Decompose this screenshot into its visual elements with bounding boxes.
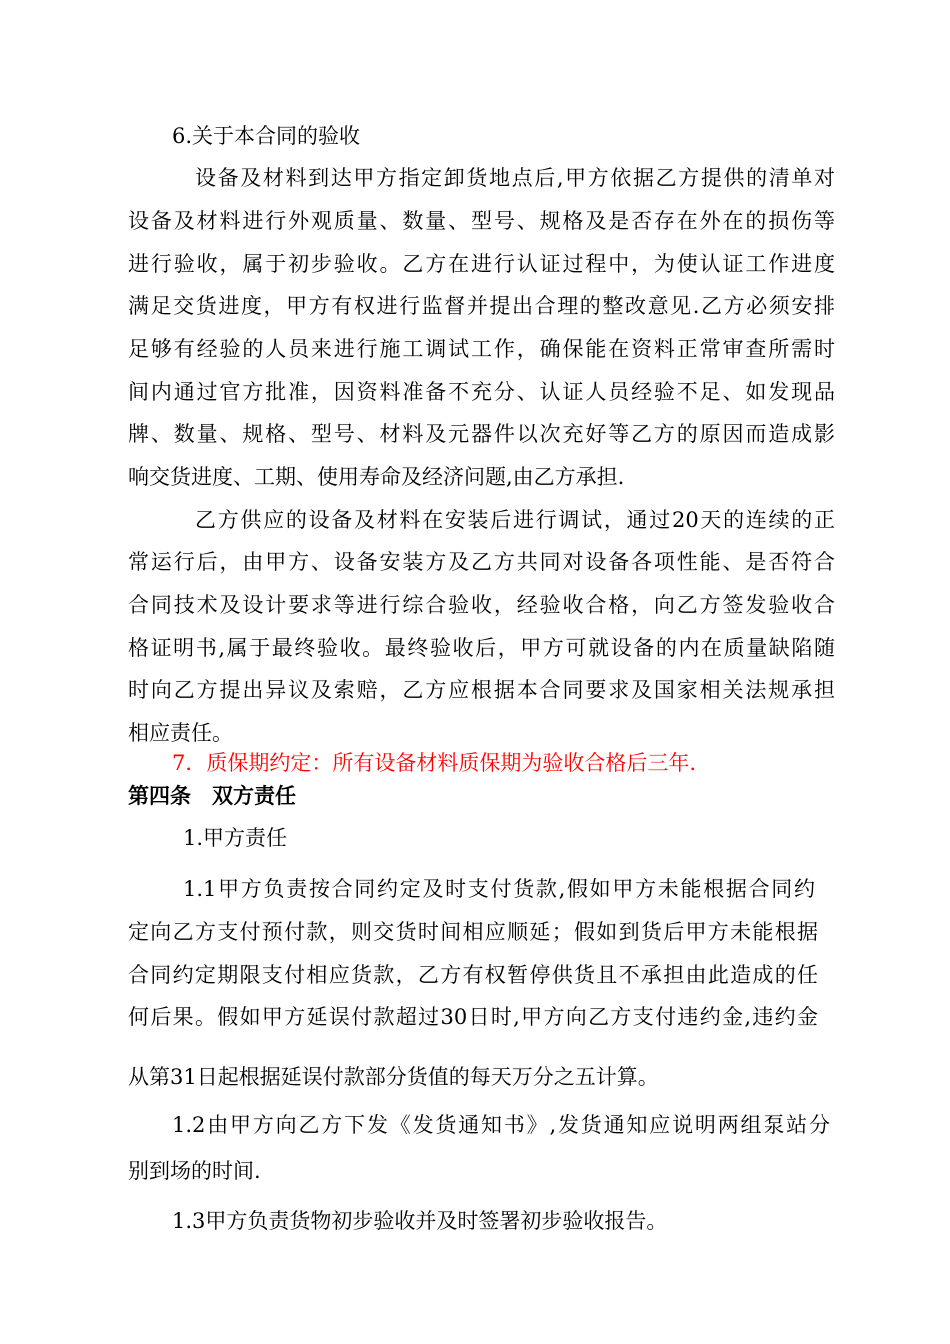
paragraph-line: 1.3甲方负责货物初步验收并及时签署初步验收报告。: [172, 1209, 668, 1233]
paragraph-line: 定向乙方支付预付款，则交货时间相应顺延；假如到货后甲方未能根据: [128, 920, 818, 944]
section-heading: 6.关于本合同的验收: [172, 124, 361, 148]
paragraph-line: 乙方供应的设备及材料在安装后进行调试，通过20天的连续的正: [195, 508, 835, 532]
warranty-clause: 7．质保期约定：所有设备材料质保期为验收合格后三年.: [172, 751, 697, 775]
paragraph-line: 合同技术及设计要求等进行综合验收，经验收合格，向乙方签发验收合: [128, 593, 835, 617]
paragraph-line: 满足交货进度，甲方有权进行监督并提出合理的整改意见.乙方必须安排: [128, 294, 835, 318]
paragraph-line: 时向乙方提出异议及索赔，乙方应根据本合同要求及国家相关法规承担: [128, 678, 835, 702]
paragraph-line: 间内通过官方批准，因资料准备不充分、认证人员经验不足、如发现品: [128, 380, 835, 404]
paragraph-line: 设备及材料到达甲方指定卸货地点后,甲方依据乙方提供的清单对: [195, 166, 835, 190]
paragraph-line: 1.2由甲方向乙方下发《发货通知书》,发货通知应说明两组泵站分: [172, 1113, 830, 1137]
paragraph-line: 别到场的时间.: [128, 1159, 261, 1183]
paragraph-line: 合同约定期限支付相应货款，乙方有权暂停供货且不承担由此造成的任: [128, 963, 818, 987]
paragraph-line: 从第31日起根据延误付款部分货值的每天万分之五计算。: [128, 1065, 659, 1089]
paragraph-line: 进行验收，属于初步验收。乙方在进行认证过程中，为使认证工作进度: [128, 252, 835, 276]
paragraph-line: 相应责任。: [128, 721, 233, 745]
article-title: 第四条 双方责任: [128, 783, 296, 808]
subsection-heading: 1.甲方责任: [183, 826, 288, 850]
paragraph-line: 足够有经验的人员来进行施工调试工作，确保能在资料正常审查所需时: [128, 337, 835, 361]
paragraph-line: 1.1甲方负责按合同约定及时支付货款,假如甲方未能根据合同约: [183, 877, 815, 901]
paragraph-line: 常运行后，由甲方、设备安装方及乙方共同对设备各项性能、是否符合: [128, 550, 835, 574]
paragraph-line: 格证明书,属于最终验收。最终验收后，甲方可就设备的内在质量缺陷随: [128, 636, 835, 660]
paragraph-line: 牌、数量、规格、型号、材料及元器件以次充好等乙方的原因而造成影: [128, 422, 835, 446]
paragraph-line: 设备及材料进行外观质量、数量、型号、规格及是否存在外在的损伤等: [128, 209, 835, 233]
paragraph-line: 响交货进度、工期、使用寿命及经济问题,由乙方承担.: [128, 465, 625, 489]
paragraph-line: 何后果。假如甲方延误付款超过30日时,甲方向乙方支付违约金,违约金: [128, 1005, 818, 1029]
